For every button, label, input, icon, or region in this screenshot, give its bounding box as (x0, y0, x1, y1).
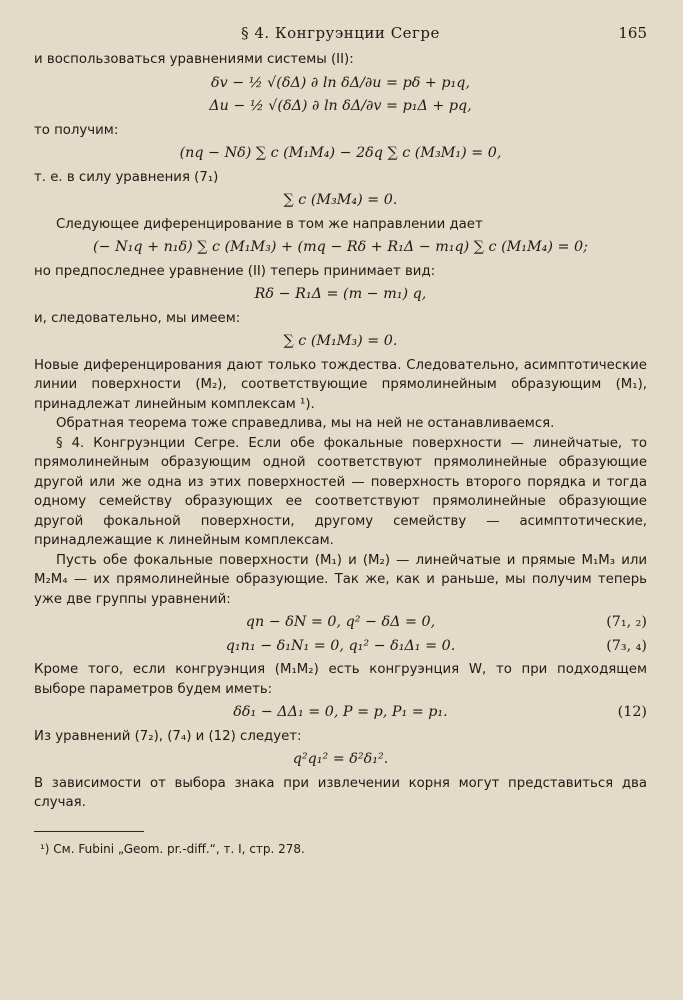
section-paragraph: § 4. Конгруэнции Сегре. Если обе фокальные поверхности — линейчатые, то прямолинейным образующим одной соответствуют прямолинейные образующие другой или же одна из этих поверхностей — поверхность второго порядка и тогда одному семейству образующих ее соответствуют прямолинейные образующие другой фокальной поверхности, другому семейству — асимптотические, принадлежащие к линейным комплексам. (34, 435, 647, 548)
equation: δδ₁ − ΔΔ₁ = 0, P = p, P₁ = p₁. (233, 704, 448, 720)
equation: Δu − ½ √(δΔ) ∂ ln δΔ/∂v = p₁Δ + pq, (209, 98, 472, 114)
text-line: то получим: (34, 122, 119, 138)
text-line: но предпоследнее уравнение (II) теперь принимает вид: (34, 263, 436, 279)
footnote-divider (34, 831, 144, 832)
equation: ∑ c (M₁M₃) = 0. (283, 333, 398, 349)
text-line: т. е. в силу уравнения (7₁) (34, 169, 219, 185)
paragraph: Пусть обе фокальные поверхности (M₁) и (M₂) — линейчатые и прямые M₁M₃ или M₂M₄ — их прямолинейные образующие. Так же, как и раньше, мы получим теперь уже две группы уравнений: (34, 552, 647, 607)
equation-row (34, 613, 647, 633)
running-title: § 4. Конгруэнции Сегре (241, 24, 440, 42)
equation: ∑ c (M₃M₄) = 0. (283, 192, 398, 208)
paragraph: Обратная теорема тоже справедлива, мы на ней не останавливаемся. (56, 416, 555, 431)
footnote: ¹) См. Fubini „Geom. pr.-diff.“, т. I, стр. 278. (40, 841, 305, 856)
equation-number: (12) (617, 704, 647, 720)
running-head (34, 24, 647, 50)
equation-row (34, 637, 647, 657)
equation: q₁n₁ − δ₁N₁ = 0, q₁² − δ₁Δ₁ = 0. (225, 637, 456, 654)
equation: δv − ½ √(δΔ) ∂ ln δΔ/∂u = pδ + p₁q, (211, 74, 470, 91)
equation: qn − δN = 0, q² − δΔ = 0, (245, 614, 436, 630)
text-line: и воспользоваться уравнениями системы (II): (34, 52, 354, 67)
equation-number: (7₃, ₄) (606, 637, 647, 654)
equation: Rδ − R₁Δ = (m − m₁) q, (254, 286, 427, 302)
paragraph: Новые диференцирования дают только тождества. Следовательно, асимптотические линии поверхности (M₂), соответствующие прямолинейным образующим (M₁), принадлежат линейным комплексам ¹). (34, 357, 647, 412)
equation: q²q₁² = δ²δ₁². (292, 751, 389, 767)
paragraph: Кроме того, если конгруэнция (M₁M₂) есть конгруэнция W, то при подходящем выборе параметров будем иметь: (34, 662, 647, 697)
text-line: и, следовательно, мы имеем: (34, 310, 241, 326)
text-line: Следующее диференцирование в том же направлении дает (56, 216, 483, 232)
equation: (− N₁q + n₁δ) ∑ c (M₁M₃) + (mq − Rδ + R₁Δ − m₁q) ∑ c (M₁M₄) = 0; (93, 239, 588, 255)
paragraph: Из уравнений (7₂), (7₄) и (12) следует: (34, 728, 302, 744)
body-text (34, 50, 647, 813)
equation-row (34, 703, 647, 723)
page-number: 165 (618, 24, 647, 42)
equation-number: (7₁, ₂) (606, 614, 647, 630)
equation: (nq − Nδ) ∑ c (M₁M₄) − 2δq ∑ c (M₃M₁) = 0, (179, 145, 502, 161)
paragraph: В зависимости от выбора знака при извлечении корня могут представиться два случая. (34, 775, 647, 810)
